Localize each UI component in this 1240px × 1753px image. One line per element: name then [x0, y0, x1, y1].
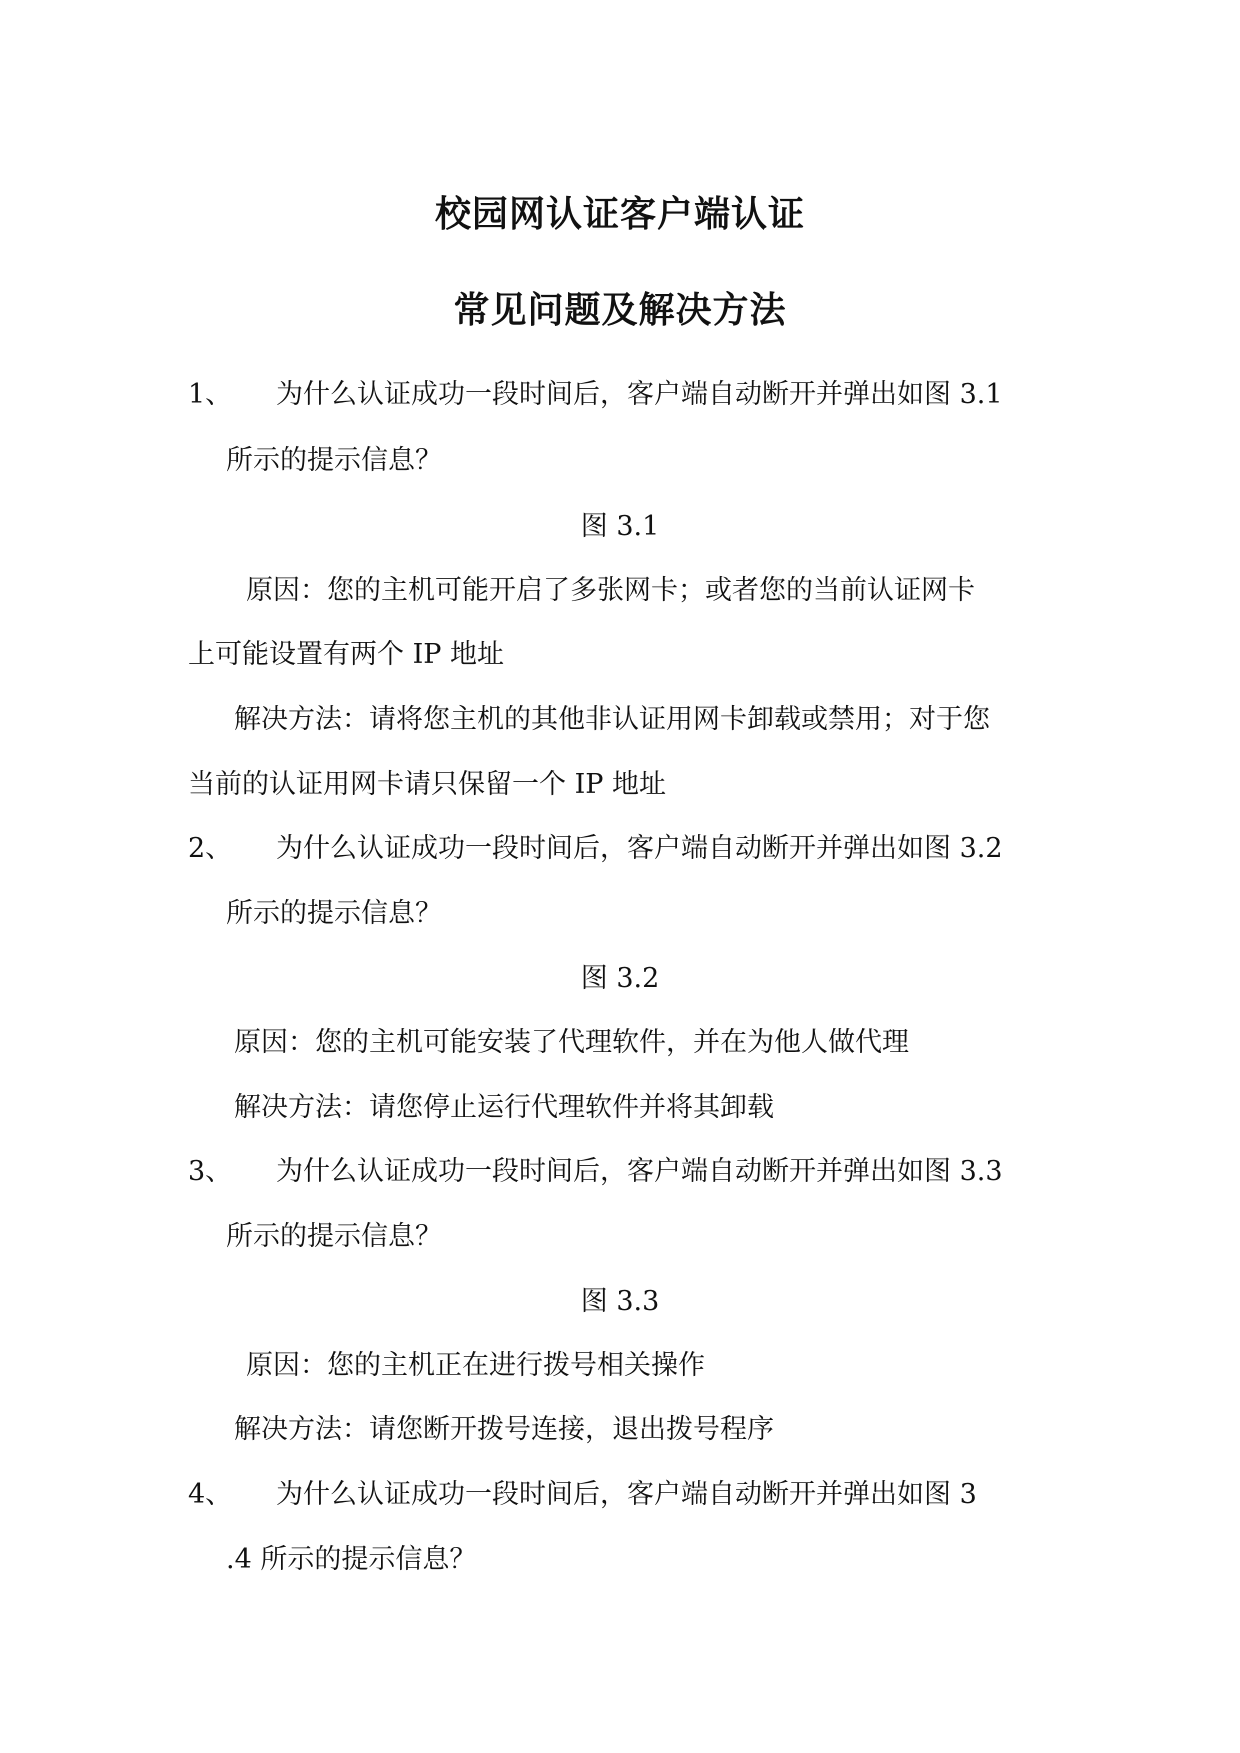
q2-number: 2、 — [188, 833, 233, 864]
q3-figure-caption: 图 3.3 — [580, 1286, 660, 1317]
q1-reason-line2: 上可能设置有两个 IP 地址 — [188, 639, 504, 670]
doc-title: 校园网认证客户端认证 — [434, 193, 805, 235]
q4-question-line1: 为什么认证成功一段时间后，客户端自动断开并弹出如图 3 — [276, 1479, 977, 1510]
q1-number: 1、 — [188, 379, 233, 410]
q3-question-line2: 所示的提示信息？ — [226, 1221, 442, 1252]
q2-solution: 解决方法：请您停止运行代理软件并将其卸载 — [234, 1092, 774, 1123]
q2-question-line2: 所示的提示信息？ — [226, 898, 442, 929]
q3-question-line1: 为什么认证成功一段时间后，客户端自动断开并弹出如图 3.3 — [276, 1156, 1003, 1187]
q1-figure-caption: 图 3.1 — [580, 511, 660, 542]
q3-number: 3、 — [188, 1156, 233, 1187]
doc-subtitle: 常见问题及解决方法 — [453, 289, 787, 331]
q4-number: 4、 — [188, 1479, 233, 1510]
q3-solution: 解决方法：请您断开拨号连接，退出拨号程序 — [234, 1414, 774, 1445]
q1-solution-line1: 解决方法：请将您主机的其他非认证用网卡卸载或禁用；对于您 — [234, 704, 990, 735]
q4-question-line2: .4 所示的提示信息？ — [226, 1544, 477, 1575]
q2-reason: 原因：您的主机可能安装了代理软件，并在为他人做代理 — [234, 1027, 909, 1058]
q1-question-line2: 所示的提示信息？ — [226, 445, 442, 476]
q1-reason-line1: 原因：您的主机可能开启了多张网卡；或者您的当前认证网卡 — [246, 575, 975, 606]
q1-question-line1: 为什么认证成功一段时间后，客户端自动断开并弹出如图 3.1 — [276, 379, 1003, 410]
q2-question-line1: 为什么认证成功一段时间后，客户端自动断开并弹出如图 3.2 — [276, 833, 1003, 864]
q2-figure-caption: 图 3.2 — [580, 963, 660, 994]
q3-reason: 原因：您的主机正在进行拨号相关操作 — [246, 1350, 705, 1381]
q1-solution-line2: 当前的认证用网卡请只保留一个 IP 地址 — [188, 769, 666, 800]
